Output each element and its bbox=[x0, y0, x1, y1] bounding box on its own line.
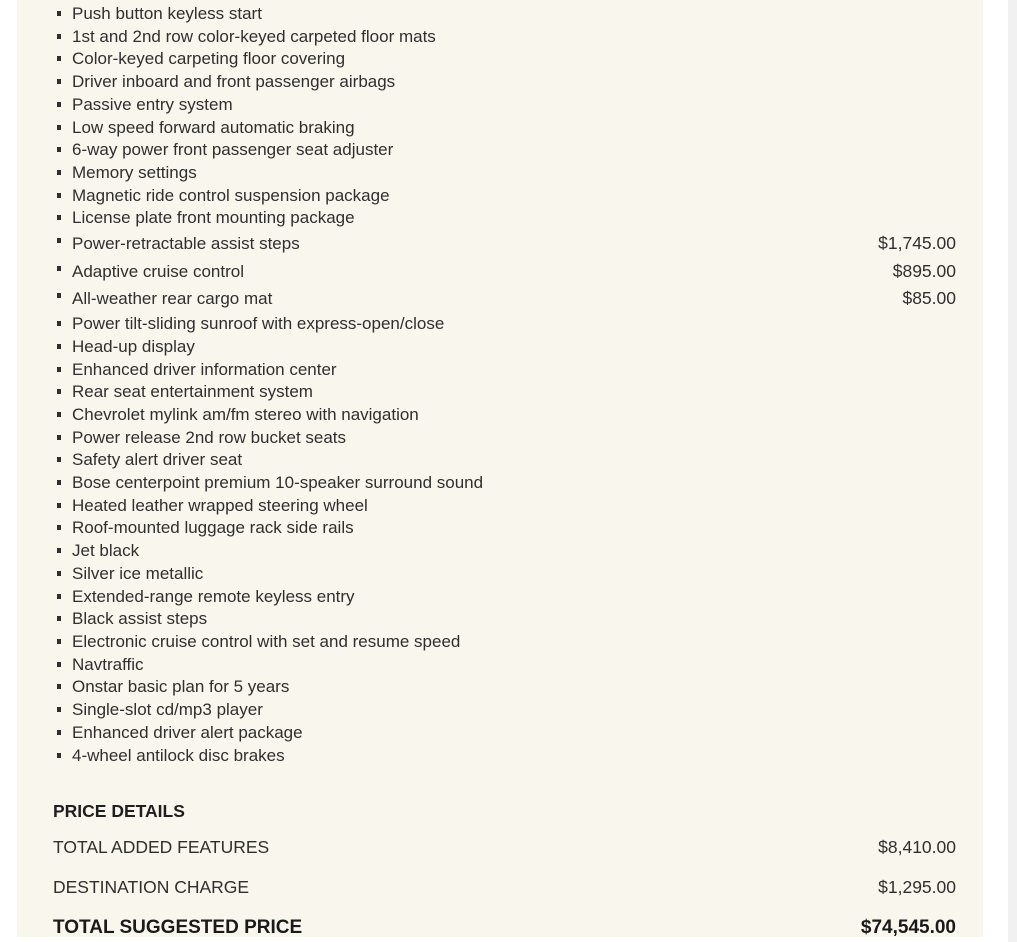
feature-item bbox=[53, 71, 956, 94]
total-suggested-price-value: $74,545.00 bbox=[860, 917, 956, 939]
square-bullet-icon bbox=[57, 525, 61, 530]
feature-item bbox=[53, 26, 956, 49]
content-area bbox=[17, 0, 983, 937]
feature-label: Navtraffic bbox=[72, 654, 144, 674]
square-bullet-icon bbox=[57, 367, 61, 372]
total-added-features-label: TOTAL ADDED FEATURES bbox=[53, 837, 270, 858]
feature-label: License plate front mounting package bbox=[72, 208, 355, 228]
square-bullet-icon bbox=[57, 571, 61, 576]
square-bullet-icon bbox=[57, 435, 61, 440]
feature-item bbox=[53, 449, 956, 472]
feature-label: Extended-range remote keyless entry bbox=[72, 586, 355, 606]
total-added-features-row bbox=[53, 837, 956, 858]
square-bullet-icon bbox=[57, 147, 61, 152]
price-details-section bbox=[53, 801, 956, 939]
feature-item bbox=[53, 336, 956, 359]
feature-label: Black assist steps bbox=[72, 609, 208, 629]
feature-label: Chevrolet mylink am/fm stereo with navigation bbox=[72, 404, 419, 424]
feature-label: Driver inboard and front passenger airbags bbox=[72, 72, 396, 92]
feature-label: Power tilt-sliding sunroof with express-open/close bbox=[72, 314, 445, 334]
square-bullet-icon bbox=[57, 11, 61, 16]
square-bullet-icon bbox=[57, 684, 61, 689]
feature-label: Power release 2nd row bucket seats bbox=[72, 427, 347, 447]
feature-label: 6-way power front passenger seat adjuster bbox=[72, 140, 394, 160]
feature-label: Rear seat entertainment system bbox=[72, 382, 313, 402]
square-bullet-icon bbox=[57, 266, 61, 271]
feature-label: Color-keyed carpeting floor covering bbox=[72, 49, 346, 69]
feature-item bbox=[53, 676, 956, 699]
feature-label: Low speed forward automatic braking bbox=[72, 117, 355, 137]
square-bullet-icon bbox=[57, 412, 61, 417]
feature-item bbox=[53, 230, 956, 258]
price-details-heading: PRICE DETAILS bbox=[53, 801, 185, 822]
destination-charge-value: $1,295.00 bbox=[878, 877, 956, 898]
feature-item bbox=[53, 517, 956, 540]
feature-item bbox=[53, 381, 956, 404]
square-bullet-icon bbox=[57, 56, 61, 61]
scrollbar-track[interactable] bbox=[1008, 0, 1017, 942]
feature-item bbox=[53, 207, 956, 230]
feature-item bbox=[53, 94, 956, 117]
feature-item bbox=[53, 359, 956, 382]
square-bullet-icon bbox=[57, 170, 61, 175]
feature-item bbox=[53, 404, 956, 427]
feature-item bbox=[53, 495, 956, 518]
feature-item bbox=[53, 427, 956, 450]
square-bullet-icon bbox=[57, 662, 61, 667]
square-bullet-icon bbox=[57, 79, 61, 84]
square-bullet-icon bbox=[57, 125, 61, 130]
feature-label: Magnetic ride control suspension package bbox=[72, 185, 390, 205]
square-bullet-icon bbox=[57, 457, 61, 462]
feature-label: Head-up display bbox=[72, 336, 195, 356]
features-list bbox=[53, 3, 956, 767]
feature-item bbox=[53, 258, 956, 286]
square-bullet-icon bbox=[57, 193, 61, 198]
feature-item bbox=[53, 185, 956, 208]
square-bullet-icon bbox=[57, 321, 61, 326]
feature-label: Onstar basic plan for 5 years bbox=[72, 677, 290, 697]
feature-label: Memory settings bbox=[72, 162, 197, 182]
feature-label: Safety alert driver seat bbox=[72, 450, 243, 470]
square-bullet-icon bbox=[57, 238, 61, 243]
destination-charge-row bbox=[53, 877, 956, 898]
feature-label: Roof-mounted luggage rack side rails bbox=[72, 518, 354, 538]
square-bullet-icon bbox=[57, 730, 61, 735]
feature-item bbox=[53, 608, 956, 631]
feature-item bbox=[53, 586, 956, 609]
feature-item bbox=[53, 722, 956, 745]
feature-label: 4-wheel antilock disc brakes bbox=[72, 745, 285, 765]
feature-label: Bose centerpoint premium 10-speaker surround sound bbox=[72, 473, 484, 493]
feature-item bbox=[53, 48, 956, 71]
feature-label: Heated leather wrapped steering wheel bbox=[72, 495, 368, 515]
feature-item bbox=[53, 3, 956, 26]
square-bullet-icon bbox=[57, 293, 61, 298]
feature-item bbox=[53, 745, 956, 768]
feature-label: Power-retractable assist steps bbox=[72, 234, 300, 254]
square-bullet-icon bbox=[57, 639, 61, 644]
feature-label: 1st and 2nd row color-keyed carpeted floor mats bbox=[72, 26, 436, 46]
total-suggested-price-row bbox=[53, 917, 956, 939]
feature-price: $85.00 bbox=[902, 288, 956, 309]
square-bullet-icon bbox=[57, 480, 61, 485]
feature-price: $895.00 bbox=[892, 260, 956, 281]
feature-item bbox=[53, 563, 956, 586]
feature-item bbox=[53, 285, 956, 313]
square-bullet-icon bbox=[57, 503, 61, 508]
feature-item bbox=[53, 313, 956, 336]
feature-label: Jet black bbox=[72, 541, 140, 561]
feature-label: Adaptive cruise control bbox=[72, 261, 244, 281]
square-bullet-icon bbox=[57, 34, 61, 39]
square-bullet-icon bbox=[57, 344, 61, 349]
square-bullet-icon bbox=[57, 753, 61, 758]
feature-label: Push button keyless start bbox=[72, 4, 262, 23]
total-suggested-price-label: TOTAL SUGGESTED PRICE bbox=[53, 917, 303, 939]
feature-label: Electronic cruise control with set and resume speed bbox=[72, 631, 461, 651]
feature-item bbox=[53, 162, 956, 185]
feature-label: All-weather rear cargo mat bbox=[72, 289, 273, 309]
square-bullet-icon bbox=[57, 102, 61, 107]
feature-label: Silver ice metallic bbox=[72, 563, 204, 583]
feature-item bbox=[53, 117, 956, 140]
feature-item bbox=[53, 540, 956, 563]
feature-item bbox=[53, 631, 956, 654]
feature-item bbox=[53, 472, 956, 495]
feature-item bbox=[53, 699, 956, 722]
feature-price: $1,745.00 bbox=[878, 233, 956, 254]
square-bullet-icon bbox=[57, 616, 61, 621]
feature-label: Enhanced driver alert package bbox=[72, 722, 303, 742]
feature-label: Passive entry system bbox=[72, 94, 233, 114]
feature-item bbox=[53, 139, 956, 162]
square-bullet-icon bbox=[57, 594, 61, 599]
total-added-features-value: $8,410.00 bbox=[878, 837, 956, 858]
square-bullet-icon bbox=[57, 548, 61, 553]
square-bullet-icon bbox=[57, 215, 61, 220]
feature-label: Enhanced driver information center bbox=[72, 359, 337, 379]
square-bullet-icon bbox=[57, 707, 61, 712]
feature-item bbox=[53, 654, 956, 677]
feature-label: Single-slot cd/mp3 player bbox=[72, 700, 263, 720]
destination-charge-label: DESTINATION CHARGE bbox=[53, 877, 250, 898]
square-bullet-icon bbox=[57, 389, 61, 394]
